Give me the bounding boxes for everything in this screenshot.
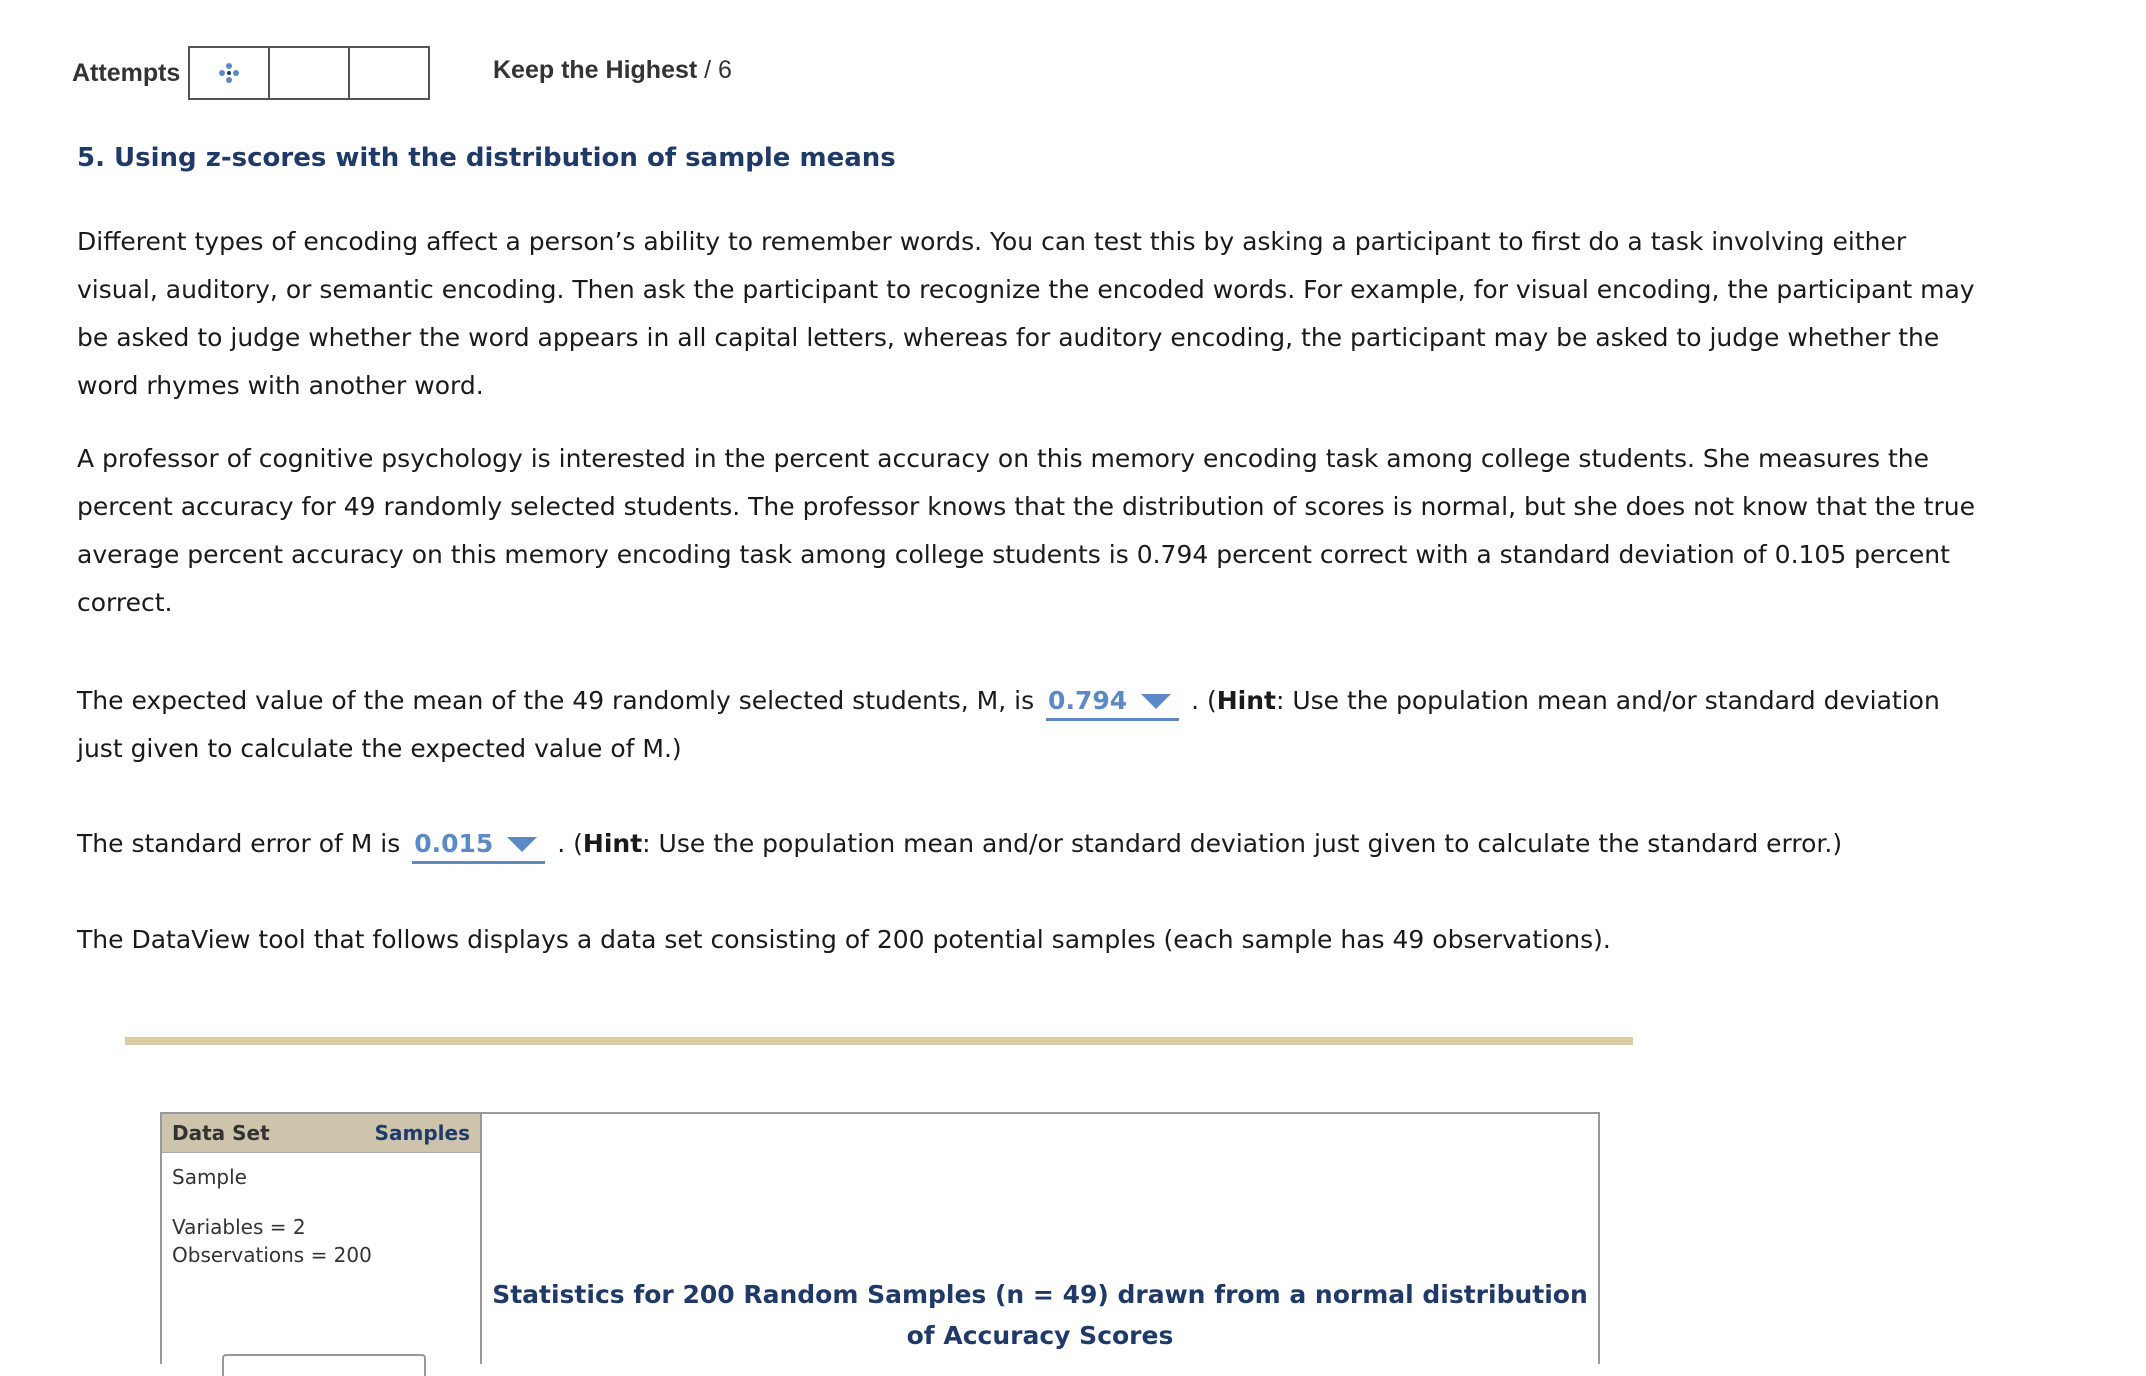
hint-label: Hint [1216, 686, 1276, 715]
dataview-title: Statistics for 200 Random Samples (n = 49) drawn from a normal distribution of Accuracy Scores [492, 1280, 1588, 1350]
score-total: / 6 [697, 56, 732, 84]
dataset-info [162, 1153, 480, 1279]
attempt-box-1 [190, 48, 270, 98]
attempt-box-3 [350, 48, 428, 98]
dataset-stats [172, 1213, 470, 1269]
dataview-intro: The DataView tool that follows displays a data set consisting of 200 potential samples (each sample has 49 observations). [77, 925, 1611, 954]
expected-value-prefix: The expected value of the mean of the 49 randomly selected students, M, is [77, 686, 1035, 715]
standard-error-prefix: The standard error of M is [77, 829, 401, 858]
expected-value-selected: 0.794 [1048, 686, 1128, 715]
standard-error-question [77, 820, 1977, 868]
standard-error-selected: 0.015 [414, 829, 494, 858]
standard-error-after: . ( [557, 829, 583, 858]
expected-value-dropdown[interactable] [1046, 684, 1179, 721]
caret-down-icon [1141, 694, 1171, 709]
attempt-boxes [188, 46, 430, 100]
dataview-sidebar [162, 1114, 482, 1364]
section-divider [125, 1037, 1633, 1045]
in-progress-icon [217, 61, 241, 85]
expected-hint-text: : Use the population mean and/or standard deviation just given to calculate the expected value of M.) [77, 686, 1940, 763]
expected-value-question [77, 677, 1977, 773]
question-title: 5. Using z-scores with the distribution of sample means [77, 143, 896, 173]
intro-paragraph: Different types of encoding affect a person’s ability to remember words. You can test this by asking a participant to first do a task involving either visual, auditory, or semantic encoding. Then ask the participant to recognize the encoded words. For example, for visual encoding, the participant may be asked to judge whether the word appears in all capital letters, whereas for auditory encoding, the participant may be asked to judge whether the word rhymes with another word. [77, 227, 1975, 400]
expected-value-after: . ( [1191, 686, 1217, 715]
dataview-main [482, 1114, 1598, 1364]
variables-count: Variables = 2 [172, 1215, 306, 1239]
scenario-paragraph: A professor of cognitive psychology is interested in the percent accuracy on this memory encoding task among college students. She measures the percent accuracy for 49 randomly selected students. The professor knows that the distribution of scores is normal, but she does not know that the true average percent accuracy on this memory encoding task among college students is 0.794 percent correct with a standard deviation of 0.105 percent correct. [77, 444, 1976, 617]
dataset-label: Data Set [172, 1121, 270, 1145]
keep-highest-score [493, 56, 732, 85]
attempts-label: Attempts [72, 58, 181, 87]
standard-error-hint-text: : Use the population mean and/or standard deviation just given to calculate the standard error.) [642, 829, 1843, 858]
attempt-box-2 [270, 48, 350, 98]
dataview-header [162, 1114, 480, 1153]
observations-count: Observations = 200 [172, 1243, 372, 1267]
caret-down-icon [507, 837, 537, 852]
dataset-name: Sample [172, 1165, 247, 1189]
attempts-bar [72, 45, 430, 101]
standard-error-dropdown[interactable] [412, 827, 545, 864]
keep-highest-label: Keep the Highest [493, 56, 698, 84]
dataview-tool [160, 1112, 1600, 1364]
samples-tab[interactable]: Samples [374, 1121, 470, 1145]
dataview-button[interactable] [222, 1354, 426, 1376]
hint-label: Hint [582, 829, 643, 858]
